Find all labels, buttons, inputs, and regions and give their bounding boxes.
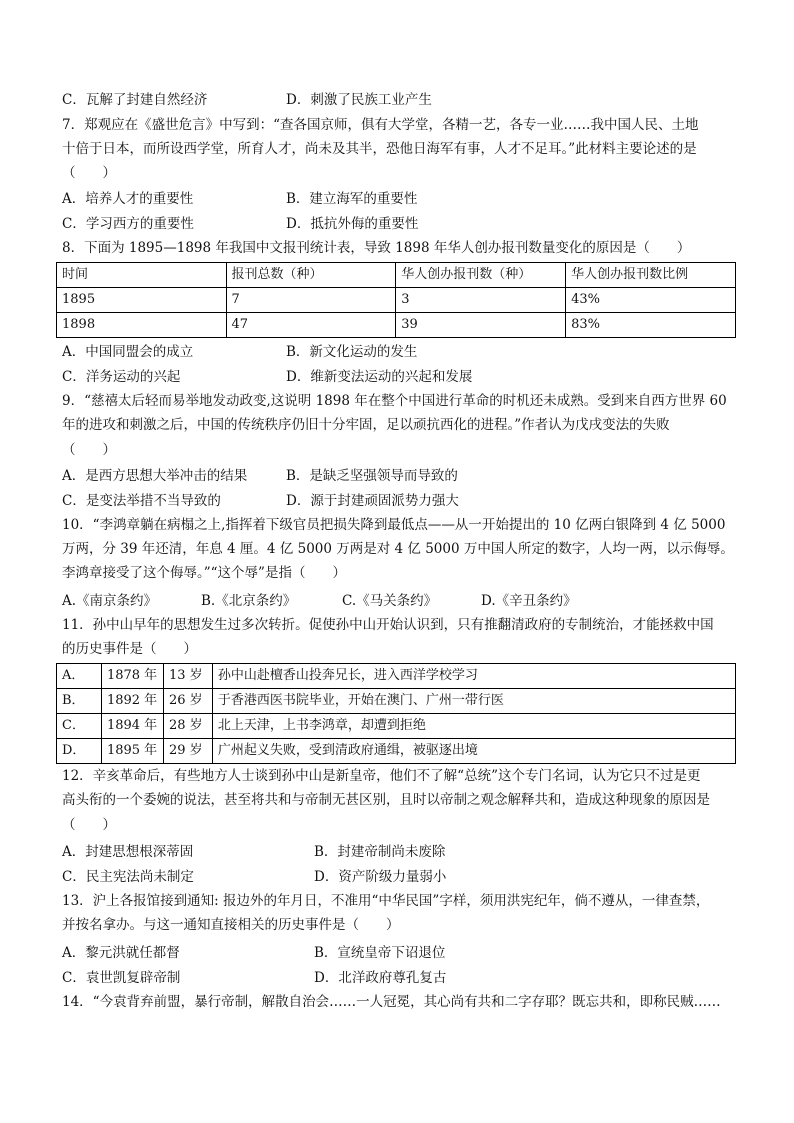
table-header-cell: 时间 (57, 263, 227, 288)
table-cell: 1895 年 (101, 739, 163, 764)
q10-option-b: B.《北京条约》 (201, 593, 297, 609)
table-cell: 26 岁 (163, 689, 212, 714)
q13-option-a: A．黎元洪就任都督 (62, 945, 180, 961)
q11-stem-line2: 的历史事件是（ ） (62, 641, 197, 657)
q13-option-d: D．北洋政府尊孔复古 (314, 970, 447, 986)
table-row (57, 689, 736, 714)
table-cell: A． (57, 664, 102, 689)
q14-stem-line1: 14．“今袁背弃前盟，暴行帝制，解散自治会……一人冠冕，其心尚有共和二字存耶？既忘共和，即称民贼…… (62, 994, 721, 1010)
q11-stem-line1: 11．孙中山早年的思想发生过多次转折。促使孙中山开始认识到，只有推翻清政府的专制统治，才能拯救中国 (62, 617, 714, 633)
table-cell: 广州起义失败，受到清政府通缉，被驱逐出境 (212, 739, 735, 764)
q7-option-c: C．学习西方的重要性 (62, 216, 194, 232)
q10-option-d: D.《辛丑条约》 (481, 593, 577, 609)
table-cell: 29 岁 (163, 739, 212, 764)
table-cell: 83% (566, 313, 736, 338)
q6-option-c: C．瓦解了封建自然经济 (62, 92, 208, 108)
table-cell: 1895 (57, 288, 227, 313)
q8-stats-table (56, 262, 736, 338)
table-cell: 3 (396, 288, 566, 313)
table-cell: 于香港西医书院毕业，开始在澳门、广州一带行医 (212, 689, 735, 714)
q12-option-a: A．封建思想根深蒂固 (62, 844, 194, 860)
q7-stem-line1: 7．郑观应在《盛世危言》中写到：“查各国京师，俱有大学堂，各精一艺，各专一业……我中国人民、土地 (62, 117, 699, 133)
q11-events-table (56, 663, 736, 764)
q13-stem-line2: 并按名拿办。与这一通知直接相关的历史事件是（ ） (62, 917, 400, 933)
table-header-row (57, 263, 736, 288)
table-cell: 1898 (57, 313, 227, 338)
table-cell: 39 (396, 313, 566, 338)
q8-stem-line1: 8．下面为 1895—1898 年我国中文报刊统计表，导致 1898 年华人创办报刊数量变化的原因是（ ） (62, 240, 691, 256)
table-cell: 1878 年 (101, 664, 163, 689)
q6-option-d: D．刺激了民族工业产生 (286, 92, 432, 108)
q9-option-c: C．是变法举措不当导致的 (62, 493, 221, 509)
table-row (57, 288, 736, 313)
q8-option-b: B．新文化运动的发生 (286, 344, 418, 360)
table-cell: 7 (226, 288, 396, 313)
table-row (57, 714, 736, 739)
table-cell: 13 岁 (163, 664, 212, 689)
table-cell: C． (57, 714, 102, 739)
q9-stem-line3: （ ） (62, 442, 116, 458)
q7-option-b: B．建立海军的重要性 (286, 191, 418, 207)
q10-stem-line3: 李鸿章接受了这个侮辱。”“这个辱”是指（ ） (62, 565, 346, 581)
table-cell: 28 岁 (163, 714, 212, 739)
q8-option-c: C．洋务运动的兴起 (62, 369, 181, 385)
table-row (57, 664, 736, 689)
table-header-cell: 报刊总数（种） (226, 263, 396, 288)
table-cell: 1892 年 (101, 689, 163, 714)
q9-option-b: B．是缺乏坚强领导而导致的 (286, 468, 458, 484)
q7-stem-line2: 十倍于日本，而所设西学堂，所育人才，尚未及其半，恐他日海军有事，人才不足耳。”此材料主要论述的是 (62, 141, 697, 157)
q13-stem-line1: 13．沪上各报馆接到通知: 报边外的年月日，不准用“中华民国”字样，须用洪宪纪年，倘不遵从，一律查禁， (62, 893, 710, 909)
q10-option-a: A.《南京条约》 (62, 593, 158, 609)
q13-option-c: C．袁世凯复辟帝制 (62, 970, 181, 986)
table-cell: 43% (566, 288, 736, 313)
table-header-cell: 华人创办报刊数比例 (566, 263, 736, 288)
q12-stem-line3: （ ） (62, 817, 116, 833)
q12-option-b: B．封建帝制尚未废除 (314, 844, 446, 860)
q10-stem-line2: 万两，分 39 年还清，年息 4 厘。4 亿 5000 万两是对 4 亿 5000 万中国人所定的数字，人均一两，以示侮辱。 (62, 541, 734, 557)
table-row (57, 739, 736, 764)
q12-option-d: D．资产阶级力量弱小 (314, 869, 447, 885)
q12-stem-line1: 12．辛亥革命后，有些地方人士谈到孙中山是新皇帝，他们不了解“总统”这个专门名词，认为它只不过是更 (62, 768, 701, 784)
q10-option-c: C.《马关条约》 (342, 593, 438, 609)
table-cell: 47 (226, 313, 396, 338)
q9-stem-line2: 年的进攻和刺激之后，中国的传统秩序仍旧十分牢固，足以顽抗西化的进程。”作者认为戊戌变法的失败 (62, 417, 670, 433)
table-cell: 孙中山赴檀香山投奔兄长，进入西洋学校学习 (212, 664, 735, 689)
table-row (57, 313, 736, 338)
q10-stem-line1: 10．“李鸿章躺在病榻之上,指挥着下级官员把损失降到最低点——从一开始提出的 10 亿两白银降到 4 亿 5000 (62, 517, 726, 533)
q13-option-b: B．宣统皇帝下诏退位 (314, 945, 446, 961)
table-cell: 北上天津，上书李鸿章，却遭到拒绝 (212, 714, 735, 739)
q8-option-a: A．中国同盟会的成立 (62, 344, 194, 360)
q9-option-a: A．是西方思想大举冲击的结果 (62, 468, 248, 484)
table-cell: B． (57, 689, 102, 714)
q9-stem-line1: 9．“慈禧太后轻而易举地发动政变,这说明 1898 年在整个中国进行革命的时机还未成熟。受到来自西方世界 60 (62, 393, 727, 409)
q12-stem-line2: 高头衔的一个委婉的说法，甚至将共和与帝制无甚区别，且时以帝制之观念解释共和，造成这种现象的原因是 (62, 792, 710, 808)
q8-option-d: D．维新变法运动的兴起和发展 (286, 369, 473, 385)
q9-option-d: D．源于封建顽固派势力强大 (286, 493, 459, 509)
q7-stem-line3: （ ） (62, 165, 116, 181)
q7-option-d: D．抵抗外侮的重要性 (286, 216, 419, 232)
table-header-cell: 华人创办报刊数（种） (396, 263, 566, 288)
q12-option-c: C．民主宪法尚未制定 (62, 869, 194, 885)
table-cell: D． (57, 739, 102, 764)
q7-option-a: A．培养人才的重要性 (62, 191, 194, 207)
table-cell: 1894 年 (101, 714, 163, 739)
